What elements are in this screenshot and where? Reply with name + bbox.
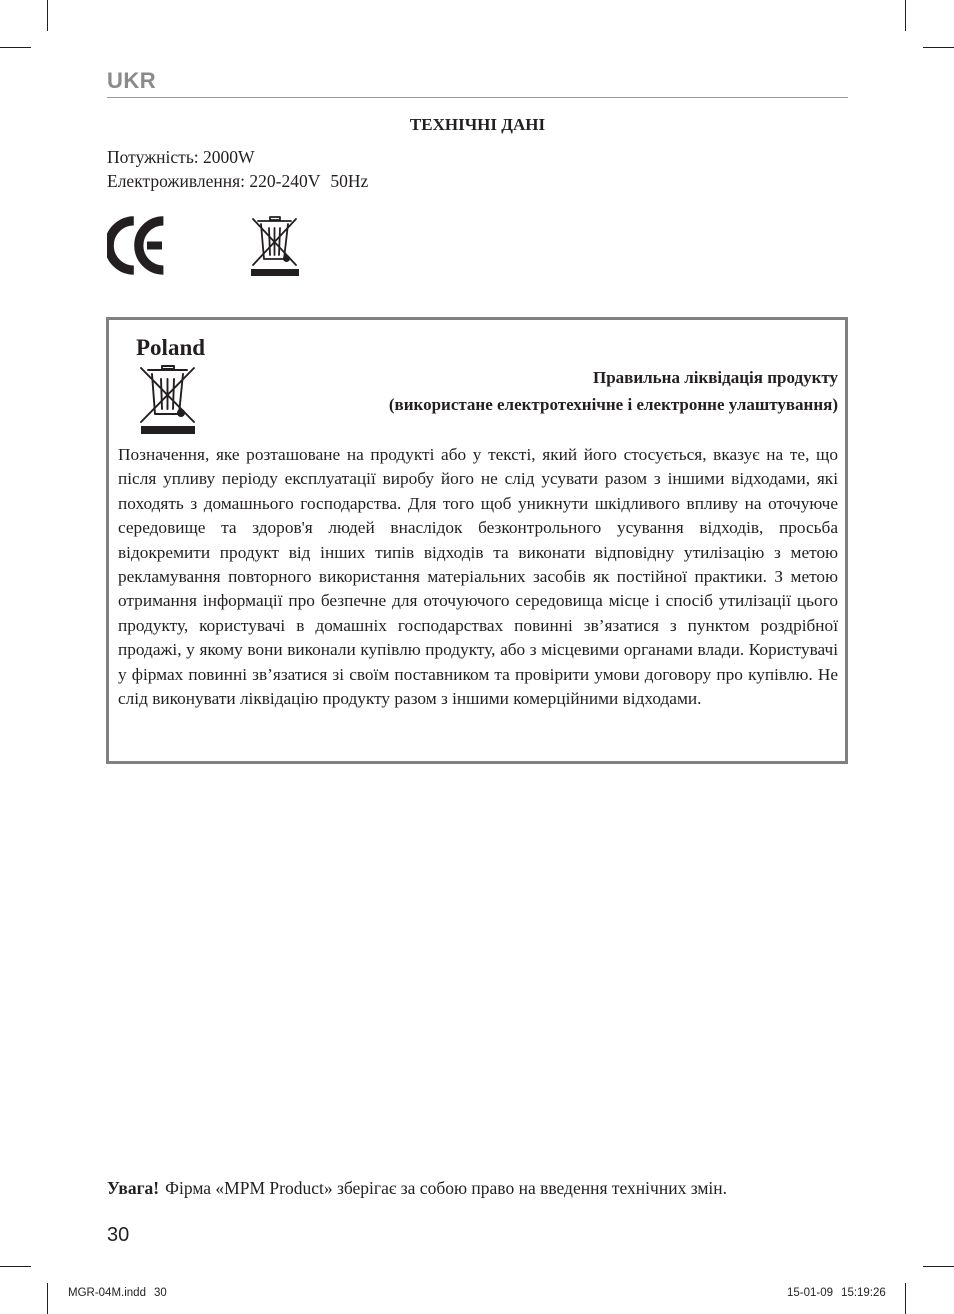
- language-code: UKR: [107, 68, 157, 93]
- header-rule: [107, 97, 848, 98]
- technical-data-title: ТЕХНІЧНІ ДАНІ: [409, 115, 546, 134]
- disposal-heading-line: (використане електротехнічне і електронне улаштування): [388, 395, 838, 414]
- notice-label: Увага!: [107, 1178, 160, 1198]
- crop-mark: [923, 47, 954, 48]
- crossed-out-wheelie-bin-icon: [249, 215, 301, 277]
- page-number: 30: [107, 1224, 130, 1246]
- voltage-spec: [107, 171, 368, 192]
- print-time: 15:19:26: [841, 1287, 886, 1299]
- crop-mark: [47, 1283, 48, 1314]
- country-label: Poland: [136, 335, 206, 360]
- disposal-body-text: Позначення, яке розташоване на продукті або у тексті, який його стосується, вказує на те, що після упливу періоду експлуатації виробу його не слід усувати разом з іншими відходами, які походять з домашнього господарства. Для того щоб уникнути шкідливого впливу на оточуюче середовище та здоров'я людей внаслідок безконтрольного усування відходів, просьба відокремити продукт від інших типів відходів та виконати відповідну утилізацію з метою рекламування повторного використання матеріальних засобів як постійної практики. З метою отримання інформації про безпечне для оточуючого середовища місце і спосіб утилізації цього продукту, користувачі в домашніх господарствах повинні зв’язатися з пунктом роздрібної продажі, у якому вони виконали купівлю продукту, або з місцевими органами влади. Користувачі у фірмах повинні зв’язатися зі своїм поставником та провірити умови договору про купівлю. Не слід виконувати ліквідацію продукту разом з іншими комерційними відходами.: [118, 445, 838, 709]
- print-slug-date: [787, 1287, 886, 1299]
- disposal-info-box: [106, 317, 848, 764]
- crop-mark: [47, 0, 48, 31]
- notice: [107, 1178, 727, 1199]
- ce-mark-icon: [107, 215, 167, 276]
- print-slug-file: [68, 1287, 167, 1299]
- notice-text: Фірма «MPM Product» зберігає за собою право на введення технічних змін.: [165, 1178, 728, 1198]
- file-page: 30: [153, 1287, 167, 1299]
- crop-mark: [923, 1266, 954, 1267]
- crop-mark: [0, 1266, 31, 1267]
- voltage-value: Електроживлення: 220-240V: [107, 171, 321, 191]
- print-date: 15-01-09: [787, 1287, 834, 1299]
- crop-mark: [905, 0, 906, 31]
- power-spec: Потужність: 2000W: [107, 147, 255, 167]
- file-name: MGR-04M.indd: [68, 1287, 146, 1299]
- disposal-heading-line: Правильна ліквідація продукту: [592, 368, 838, 387]
- crop-mark: [905, 1283, 906, 1314]
- crossed-out-wheelie-bin-icon: [138, 364, 198, 434]
- disposal-heading: [389, 364, 838, 418]
- frequency-value: 50Hz: [330, 171, 369, 191]
- crop-mark: [0, 47, 31, 48]
